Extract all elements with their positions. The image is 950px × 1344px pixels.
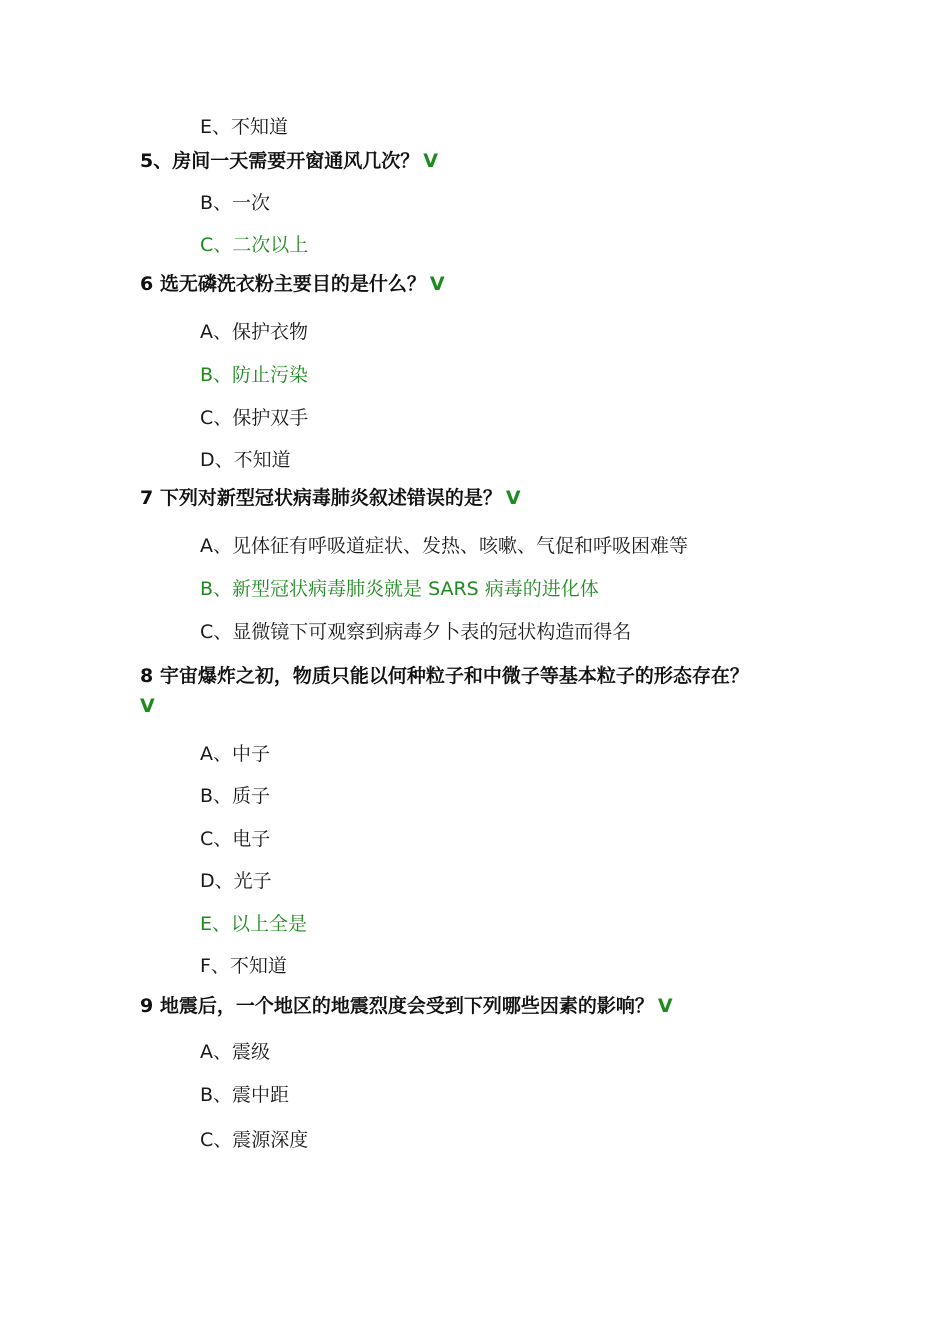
option-7c: C、显微镜下可观察到病毒夕卜表的冠状构造而得名 — [200, 621, 632, 643]
check-mark-icon: V — [423, 150, 438, 172]
option-9a: A、震级 — [200, 1041, 270, 1063]
question-9-text: 9 地震后，一个地区的地震烈度会受到下列哪些因素的影响？ — [140, 995, 654, 1017]
option-8d: D、光子 — [200, 870, 272, 892]
question-8-text: 8 宇宙爆炸之初，物质只能以何种粒子和中微子等基本粒子的形态存在？ — [140, 665, 749, 687]
check-mark-icon: V — [429, 273, 445, 295]
check-mark-icon: V — [657, 995, 673, 1017]
option-5b: B、一次 — [200, 192, 271, 214]
option-8f: F、不知道 — [200, 955, 287, 977]
option-6d: D、不知道 — [200, 449, 291, 471]
option-6a: A、保护衣物 — [200, 321, 308, 343]
option-8a: A、中子 — [200, 743, 270, 765]
option-8c: C、电子 — [200, 828, 271, 850]
option-6c: C、保护双手 — [200, 407, 309, 429]
question-8 — [140, 661, 830, 721]
option-7b-correct: B、新型冠状病毒肺炎就是 SARS 病毒的进化体 — [200, 578, 599, 600]
question-6 — [140, 273, 445, 296]
option-6b-correct: B、防止污染 — [200, 364, 309, 386]
option-5e-dont-know: E、不知道 — [200, 116, 289, 138]
option-8b: B、质子 — [200, 785, 271, 807]
question-7 — [140, 487, 521, 510]
check-mark-icon: V — [505, 487, 521, 509]
option-5c-correct: C、二次以上 — [200, 234, 309, 256]
option-9b: B、震中距 — [200, 1084, 290, 1106]
option-7a: A、见体征有呼吸道症状、发热、咳嗽、气促和呼吸困难等 — [200, 535, 688, 557]
option-9c: C、震源深度 — [200, 1129, 309, 1151]
question-7-text: 7 下列对新型冠状病毒肺炎叙述错误的是？ — [140, 487, 502, 509]
option-8e-correct: E、以上全是 — [200, 913, 308, 935]
question-9 — [140, 995, 673, 1018]
check-mark-icon: V — [140, 695, 155, 717]
question-5-text: 5、房间一天需要开窗通风几次？ — [140, 150, 420, 172]
question-5 — [140, 150, 438, 173]
question-6-text: 6 选无磷洗衣粉主要目的是什么？ — [140, 273, 426, 295]
